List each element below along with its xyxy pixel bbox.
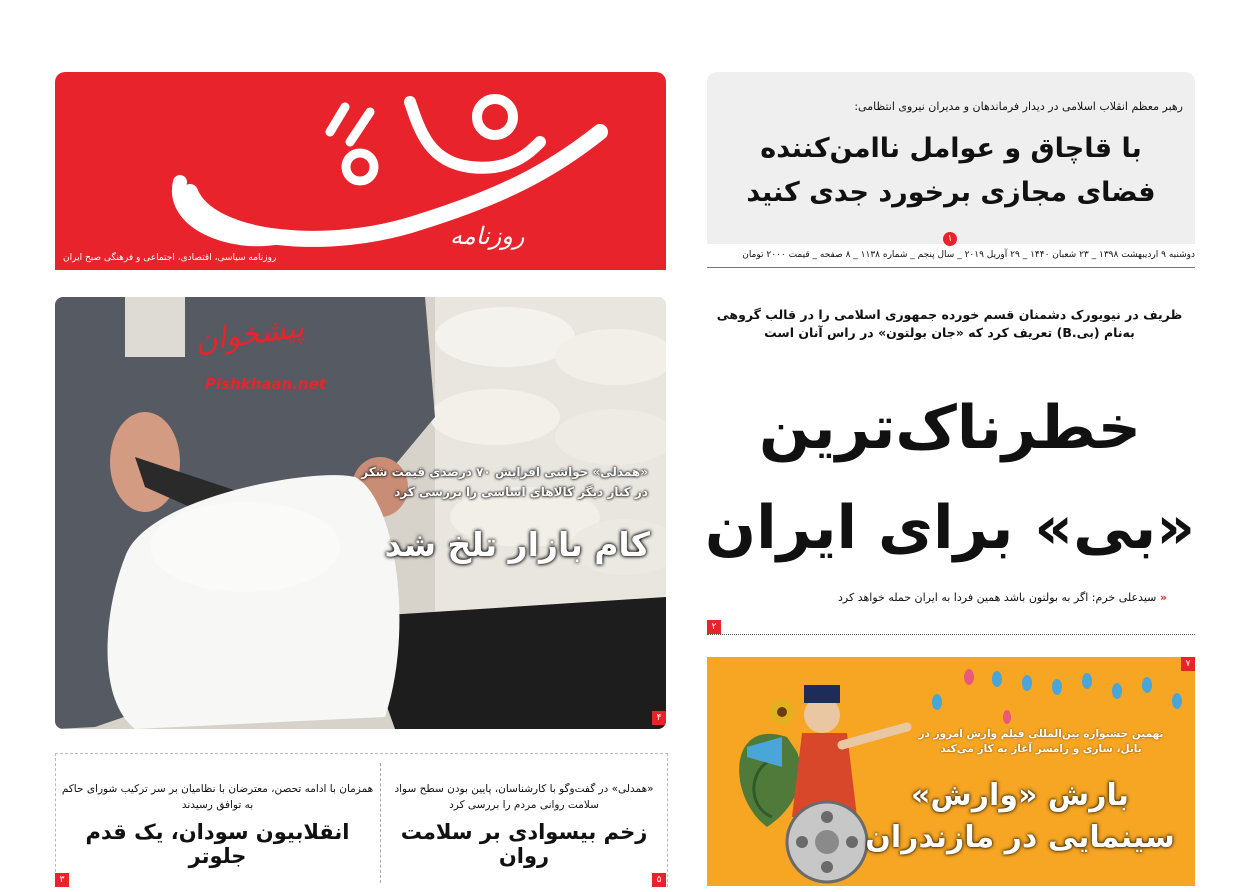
literacy-story-headline[interactable]: زخم بیسوادی بر سلامت روان [400,820,648,868]
masthead-caption: روزنامه سیاسی، اقتصادی، اجتماعی و فرهنگی صبح ایران [63,253,277,263]
sudan-story-kicker: همزمان با ادامه تحصن، معترضان با نظامیان بر سر ترکیب شورای حاکم به توافق رسیدند [61,783,374,811]
divider [707,267,1195,268]
lead-story-quote-text: سیدعلی خرم: اگر به بولتون باشد همین فردا به ایران حمله خواهد کرد [838,591,1157,604]
page-number-badge: ۱ [943,232,957,246]
page-number-badge: ۵ [652,873,666,887]
top-story[interactable] [707,72,1195,244]
masthead [55,72,666,270]
divider [380,763,381,883]
photo-story-headline[interactable]: کام بازار تلخ شد [384,525,650,564]
page-number-badge: ۴ [652,711,666,725]
logo-prefix: روزنامه [450,222,525,250]
festival-headline[interactable]: بارش «وارش» سینمایی در مازندران [865,778,1175,855]
page-number-badge: ۳ [55,873,69,887]
watermark-url: Pishkhaan.net [205,375,327,393]
photo-story[interactable] [55,297,666,729]
sugar-photo [55,297,666,729]
quote-arrow-icon: « [1159,591,1167,604]
page-number-badge: ۲ [707,620,721,634]
lead-story-quote [707,591,1167,604]
dateline: دوشنبه ۹ اردیبهشت ۱۳۹۸ _ ۲۳ شعبان ۱۴۴۰ _ ۲۹ آوریل ۲۰۱۹ _ سال پنجم _ شماره ۱۱۳۸ _ ۸ صفحه _ قیمت ۲۰۰۰ تومان [742,250,1195,260]
lead-story-headline[interactable]: خطرناک‌ترین «بی» برای ایران [704,393,1196,563]
top-story-headline[interactable]: با قاچاق و عوامل ناامن‌کننده فضای مجازی برخورد جدی کنید [746,133,1156,208]
page-number-badge: ۷ [1181,657,1195,671]
lead-story-kicker: ظریف در نیویورک دشمنان قسم خورده جمهوری اسلامی را در قالب گروهی به‌نام (بی.B) تعریف کرد که «جان بولتون» در راس آنان است [716,307,1183,340]
logo [170,72,620,270]
festival-subtitle: نهمین جشنواره بین‌المللی فیلم وارش امروز در بابل، ساری و رامسر آغاز به کار می‌کند [918,728,1164,755]
photo-story-kicker: «همدلی» حواشی افزایش ۷۰ درصدی قیمت شکر در کنار دیگر کالاهای اساسی را بررسی کرد [361,465,648,499]
festival-story[interactable] [707,657,1195,886]
watermark-logo: پیشخوان [193,309,307,360]
top-story-kicker: رهبر معظم انقلاب اسلامی در دیدار فرماندهان و مدیران نیروی انتظامی: [854,100,1183,113]
sudan-story-headline[interactable]: انقلابیون سودان، یک قدم جلوتر [85,820,350,868]
divider [707,634,1195,635]
literacy-story-kicker: «همدلی» در گفت‌وگو با کارشناسان، پایین بودن سطح سواد سلامت روانی مردم را بررسی کرد [394,783,654,811]
